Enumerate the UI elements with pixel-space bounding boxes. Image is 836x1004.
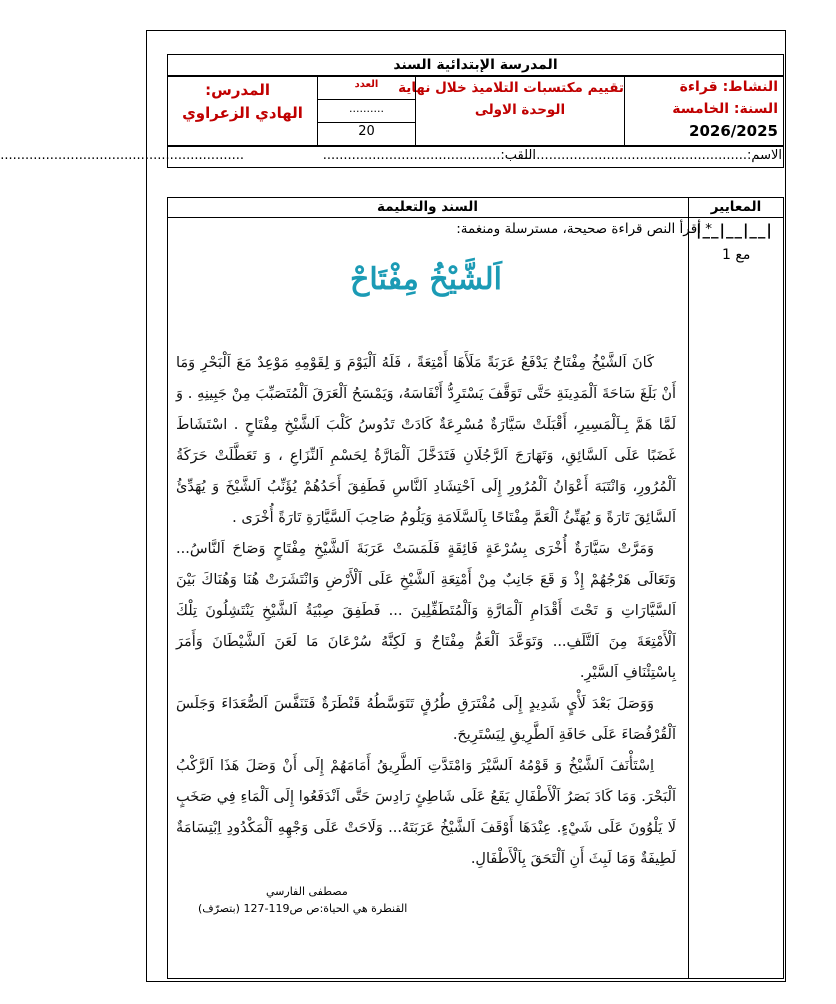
school-year: 2026/2025 [689, 122, 778, 140]
content-header: السند والتعليمة [377, 199, 478, 215]
grade-total: 20 [358, 124, 375, 139]
story-paragraph-4: اِسْتَأْنَفَ اَلشَّيْخُ وَ قَوْمُهُ اَلسَّيْرَ وَامْتَدَّتِ اَلطَّرِيقُ أَمَامَهُمْ إِلَى أَنْ وَصَلَ هَذَا اَلرَّكْبُ اَلْبَحْرَ. وَمَا كَادَ بَصَرُ اَلْأَطْفَالِ يَقَعُ عَلَى شَاطِئٍ رَادِسَ حَتَّى اَنْدَفَعُوا إِلَى اَلْمَاءِ فِي صَخَبٍ لَا يَلْوُونَ عَلَى شَيْءٍ. عِنْدَهَا أَوْقَفَ اَلشَّيْخُ عَرَبَتَهُ... وَلَاحَتْ عَلَى وَجْهِهِ اَلْمَكْدُودِ اِبْتِسَامَةٌ لَطِيفَةٌ وَمَا لَبِثَ أَنِ اَلْتَحَقَ بِاَلْأَطْفَالِ. [176, 758, 676, 867]
teacher-name: الهادي الزعراوي [182, 104, 303, 122]
story-title: اَلشَّيْخُ مِفْتَاحْ [350, 262, 502, 297]
table-header-divider [167, 217, 784, 218]
evaluation-title-line2: الوحدة الاولى [474, 102, 566, 118]
story-paragraph-3: وَوَصَلَ بَعْدَ لَأْيٍ شَدِيدٍ إِلَى مُفْتَرَقِ طُرُقٍ تَتَوَسَّطُهُ قَنْطَرَةٌ فَتَنَفَّسَ اَلصُّعَدَاءَ وَجَلَسَ اَلْقُرْفُصَاءَ عَلَى حَافَةِ اَلطَّرِيقِ لِيَسْتَرِيحَ. [176, 696, 676, 743]
story-paragraph-1: كَانَ اَلشَّيْخُ مِفْتَاحٌ يَدْفَعُ عَرَبَةً مَلَأَهَا أَمْتِعَةً ، فَلَهُ اَلْيَوْمَ وَ لِقَوْمِهِ مَوْعِدٌ مَعَ اَلْبَحْرِ وَمَا أَنْ بَلَغَ سَاحَةَ اَلْمَدِينَةِ حَتَّى تَوَقَّفَ يَسْتَرِدُّ أَنْفَاسَهُ، وَيَمْسَحُ اَلْعَرَقَ اَلْمُتَصَبِّبَ مِنْ جَبِينِهِ . وَ لَمَّا هَمَّ بِـاَلْمَسِيرِ، أَقْبَلَتْ سَيَّارَةٌ مُسْرِعَةٌ كَادَتْ تَدُوسُ كَلْبَ اَلشَّيْخِ مِفْتَاحٍ . اسْتَشَاطَ غَضَبًا عَلَى اَلسَّائِقِ، وَتَهَارَجَ اَلرَّجُلَانِ فَتَدَخَّلَ اَلْمَارَّةُ لِحَسْمِ اَلنِّزَاعِ ، وَ تَعَطَّلَتْ حَرَكَةُ اَلْمُرُورِ، وَانْتَبَهَ أَعْوَانُ اَلْمُرُورِ إِلَى اَحْتِشَادِ اَلنَّاسِ فَطَفِقَ أَحَدُهُمْ يُؤَنِّبُ اَلشَّيْخَ وَ يُهَدِّئُ اَلسَّائِقَ تَارَةً وَ يُهَنِّئُ اَلْعَمَّ مِفْتَاحًا بِاَلسَّلَامَةِ وَيَلُومُ صَاحِبَ اَلسَّيَّارَةِ تَارَةً أُخْرَى . [176, 355, 676, 526]
story-source: القنطرة هي الحياة:ص ص119-127 (بتصرّف) [198, 902, 408, 915]
surname-field[interactable]: اللقب:........................................... [322, 148, 536, 163]
story-author: مصطفى الفارسي [266, 885, 348, 898]
school-title: المدرسة الإبتدائية السند [393, 57, 558, 73]
grade-label: العدد [354, 79, 379, 90]
criteria-column [688, 197, 784, 979]
year-label: السنة: الخامسة [672, 101, 778, 117]
evaluation-title-line1: تقييم مكتسبات التلاميذ خلال نهاية [398, 80, 624, 96]
story-paragraph-2: وَمَرَّتْ سَيَّارَةٌ أُخْرَى بِسُرْعَةٍ فَائِقَةٍ فَلَمَسَتْ عَرَبَةَ اَلشَّيْخِ مِفْتَاحٍ وَصَاحَ اَلنَّاسُ... وَتَعَالَى هَرْجُهُمْ إِذْ وَ قَعَ جَانِبٌ مِنْ أَمْتِعَةِ اَلشَّيْخِ عَلَى اَلْأَرْضِ وَانْتَشَرَتْ هُنَا وَهُنَاكَ بَيْنَ اَلسَّيَّارَاتِ وَ تَحْتَ أَقْدَامِ اَلْمَارَّةِ وَاَلْمُتَطَفِّلِينَ ... فَطَفِقَ صِبْيَةُ اَلشَّيْخِ يَنْتَشِلُونَ تِلْكَ اَلْأَمْتِعَةَ مِنَ اَلتَّلَفِ... وَتَوَعَّدَ اَلْعَمُّ مِفْتَاحٌ وَ لَكِنَّهُ سُرْعَانَ مَا لَعَنَ اَلشَّيْطَانَ وَأَمَرَ بِاسْتِئْنَافِ اَلسَّيْرِ. [176, 541, 676, 681]
teacher-label: المدرس: [205, 81, 270, 99]
story-text [176, 348, 676, 875]
reading-instruction: * أقرأ النص قراءة صحيحة، مسترسلة ومنغمة: [456, 221, 712, 237]
name-field[interactable]: الاسم:....................................................... [519, 148, 782, 163]
criteria-header: المعايير [710, 199, 762, 215]
activity-label: النشاط: قراءة [679, 79, 778, 95]
criteria-code: مع 1 [722, 247, 751, 263]
extra-line[interactable]: ........................................................... [0, 148, 244, 163]
grade-value[interactable]: .......... [349, 102, 384, 115]
criteria-boxes[interactable]: |__|__|__| [696, 221, 773, 239]
